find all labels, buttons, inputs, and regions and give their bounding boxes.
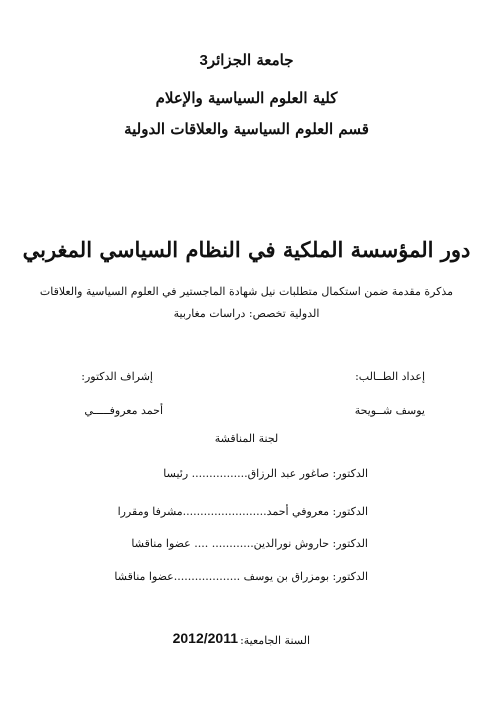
- academic-year-value: 2012/2011: [172, 630, 238, 646]
- student-name: يوسف شــويحة: [354, 404, 425, 417]
- university-number: 3: [199, 52, 208, 69]
- committee-heading: لجنة المناقشة: [214, 432, 279, 445]
- committee-member: الدكتور: صاغور عبد الرزاق................ رئيسا: [163, 467, 368, 480]
- committee-member: الدكتور: حاروش نورالدين............ .... عضوا مناقشا: [131, 537, 368, 550]
- subtitle-line-2: الدولية تخصص: دراسات مغاربية: [173, 307, 320, 320]
- university-name: [0, 51, 493, 69]
- academic-year-label: السنة الجامعية:: [240, 634, 310, 647]
- committee-member: الدكتور: بومزراق بن يوسف ...................عضوا مناقشا: [114, 570, 368, 583]
- university-label: جامعة الجزائر: [207, 51, 294, 69]
- committee-member: الدكتور: معروفي أحمد........................مشرفا ومقررا: [117, 505, 368, 518]
- prepared-by-label: إعداد الطــالب:: [355, 370, 425, 383]
- subtitle-line-1: مذكرة مقدمة ضمن استكمال متطلبات نيل شهادة الماجستير في العلوم السياسية والعلاقات: [39, 285, 454, 298]
- faculty-name: كلية العلوم السياسية والإعلام: [155, 89, 338, 107]
- department-name: قسم العلوم السياسية والعلاقات الدولية: [124, 120, 369, 138]
- supervision-label: إشراف الدكتور:: [81, 370, 153, 383]
- supervisor-name: أحمد معروفـــــي: [84, 404, 163, 417]
- thesis-title: دور المؤسسة الملكية في النظام السياسي المغربي: [22, 237, 471, 262]
